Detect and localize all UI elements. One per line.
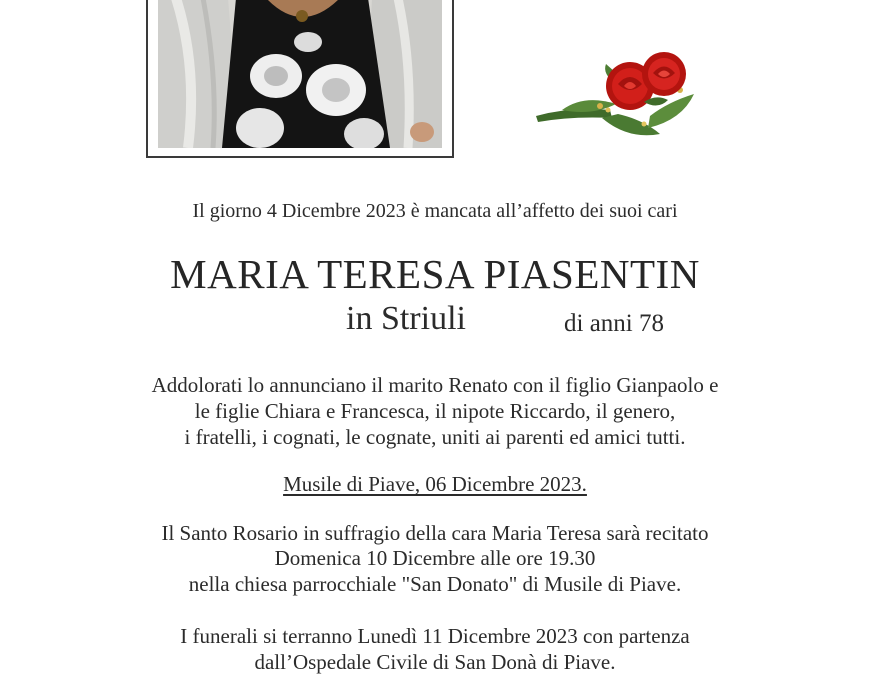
death-date-intro: Il giorno 4 Dicembre 2023 è mancata all’affetto dei suoi cari: [192, 200, 678, 222]
announcement-line: i fratelli, i cognati, le cognate, uniti ai parenti ed amici tutti.: [184, 425, 686, 449]
married-name: in Striuli: [346, 300, 466, 337]
deceased-name: MARIA TERESA PIASENTIN: [170, 251, 700, 297]
age-at-death: di anni 78: [564, 310, 664, 337]
funeral-line: dall’Ospedale Civile di San Donà di Piave.: [254, 650, 616, 674]
red-roses-icon: [532, 44, 702, 148]
rosary-line: Il Santo Rosario in suffragio della cara Maria Teresa sarà recitato: [161, 521, 709, 545]
portrait-frame: [146, 0, 454, 158]
rosary-line: Domenica 10 Dicembre alle ore 19.30: [274, 546, 596, 570]
place-and-date: Musile di Piave, 06 Dicembre 2023.: [283, 472, 587, 496]
funeral-line: I funerali si terranno Lunedì 11 Dicembre 2023 con partenza: [180, 624, 690, 648]
announcement-line: le figlie Chiara e Francesca, il nipote Riccardo, il genero,: [194, 399, 676, 423]
deceased-portrait-photo: [158, 0, 442, 148]
announcement-line: Addolorati lo annunciano il marito Renato con il figlio Gianpaolo e: [151, 373, 719, 397]
rosary-line: nella chiesa parrocchiale "San Donato" di Musile di Piave.: [188, 572, 682, 596]
